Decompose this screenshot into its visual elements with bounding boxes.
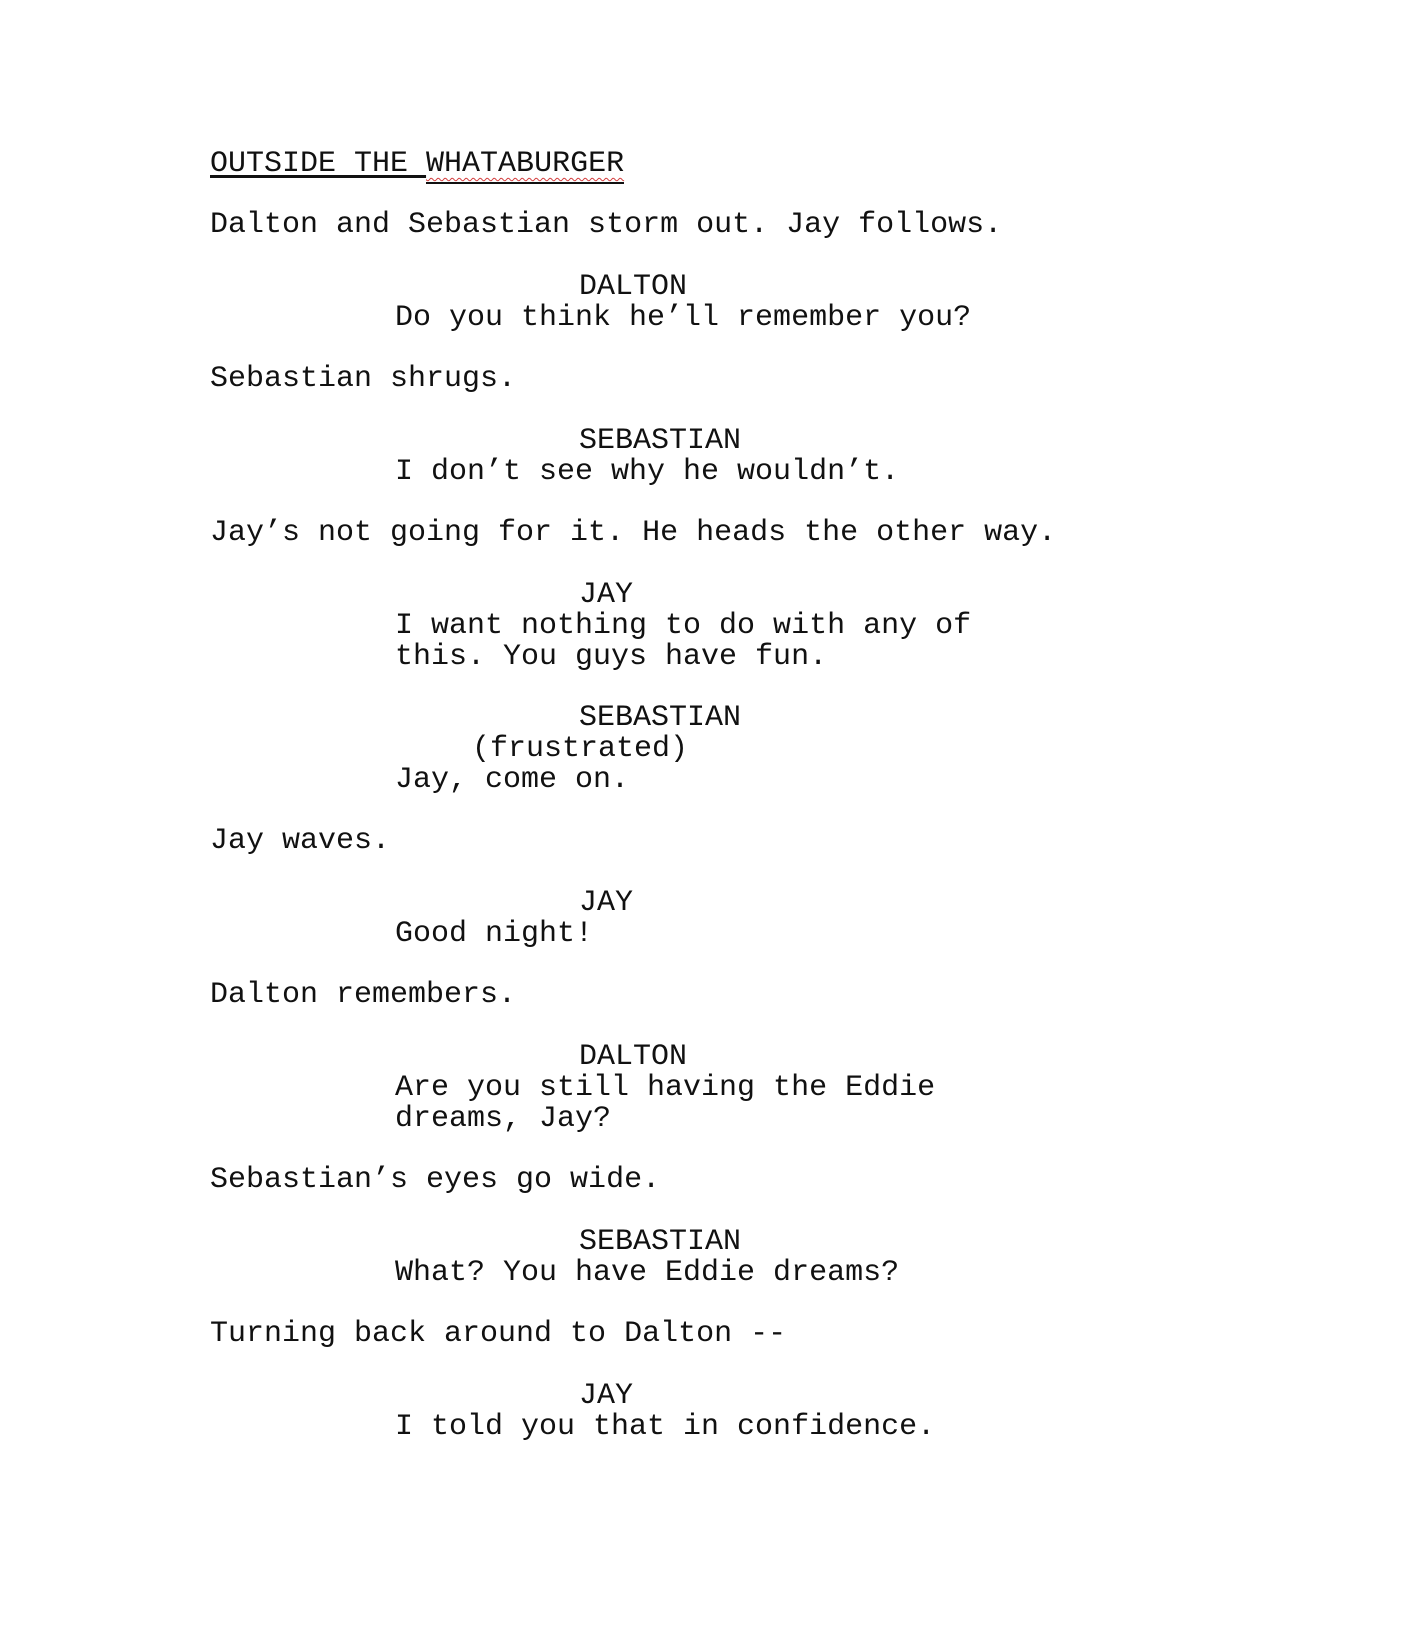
dialogue-line: I don’t see why he wouldn’t. — [395, 455, 900, 489]
action-line: Dalton remembers. — [210, 978, 517, 1012]
action-line: Dalton and Sebastian storm out. Jay follows. — [210, 208, 1003, 242]
dialogue-line: Good night! — [395, 917, 594, 951]
character-name: JAY — [579, 886, 634, 920]
character-name: SEBASTIAN — [579, 1225, 742, 1259]
character-name: DALTON — [579, 1040, 688, 1074]
character-name: DALTON — [579, 270, 688, 304]
dialogue-line: Do you think he’ll remember you? — [395, 301, 972, 335]
dialogue-line: this. You guys have fun. — [395, 640, 828, 674]
action-line: Sebastian shrugs. — [210, 362, 517, 396]
dialogue-line: I told you that in confidence. — [395, 1410, 936, 1444]
action-line: Sebastian’s eyes go wide. — [210, 1163, 661, 1197]
scene-heading-text: OUTSIDE THE — [210, 147, 427, 181]
action-line: Jay waves. — [210, 824, 391, 858]
dialogue-line: dreams, Jay? — [395, 1102, 612, 1136]
action-line: Turning back around to Dalton -- — [210, 1317, 787, 1351]
dialogue-line: What? You have Eddie dreams? — [395, 1256, 900, 1290]
spellcheck-flagged-word[interactable]: WHATABURGER — [426, 147, 625, 181]
character-name: JAY — [579, 578, 634, 612]
character-name: JAY — [579, 1379, 634, 1413]
dialogue-line: I want nothing to do with any of — [395, 609, 972, 643]
action-line: Jay’s not going for it. He heads the other way. — [210, 516, 1057, 550]
parenthetical: (frustrated) — [472, 732, 689, 766]
dialogue-line: Are you still having the Eddie — [395, 1071, 936, 1105]
character-name: SEBASTIAN — [579, 424, 742, 458]
dialogue-line: Jay, come on. — [395, 763, 630, 797]
character-name: SEBASTIAN — [579, 701, 742, 735]
scene-heading — [210, 148, 624, 180]
